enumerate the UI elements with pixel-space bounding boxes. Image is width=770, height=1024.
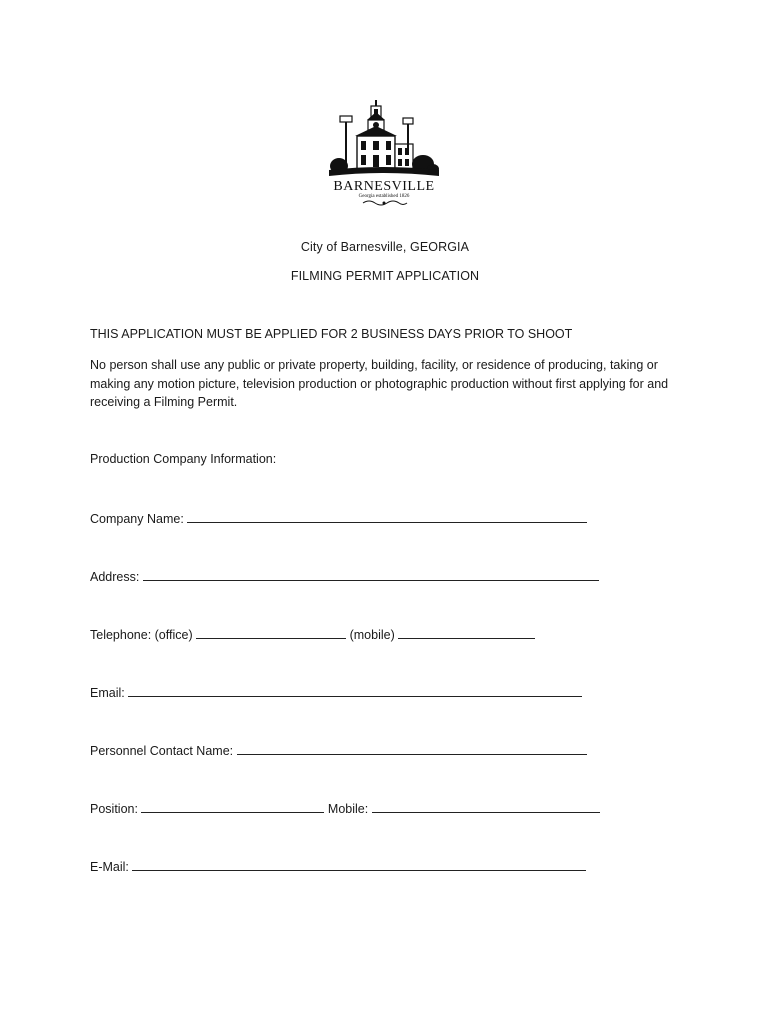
courthouse-emblem-icon: [325, 96, 443, 208]
email2-blank[interactable]: [132, 858, 586, 871]
document-title: FILMING PERMIT APPLICATION: [290, 269, 480, 283]
company-name-field: [90, 510, 587, 526]
email2-label: E-Mail:: [90, 860, 129, 874]
telephone-mobile-blank[interactable]: [398, 626, 535, 639]
telephone-mobile-label: (mobile): [349, 628, 395, 642]
mobile-blank[interactable]: [372, 800, 600, 813]
telephone-field: [90, 626, 535, 642]
permit-paragraph: No person shall use any public or private property, building, facility, or residence of producing, taking or making any motion picture, television production or photographic production without first applying for and receiving a Filming Permit.: [90, 358, 669, 409]
email-field: [90, 684, 582, 700]
position-label: Position:: [90, 802, 138, 816]
telephone-office-label: Telephone: (office): [90, 628, 193, 642]
email2-field: [90, 858, 586, 874]
personnel-contact-label: Personnel Contact Name:: [90, 744, 234, 758]
logo-tagline: Georgia established 1826: [358, 194, 410, 199]
notice-text: THIS APPLICATION MUST BE APPLIED FOR 2 BUSINESS DAYS PRIOR TO SHOOT: [90, 327, 573, 341]
email-blank[interactable]: [128, 684, 582, 697]
section-title: Production Company Information:: [90, 452, 277, 466]
address-blank[interactable]: [143, 568, 599, 581]
company-name-label: Company Name:: [90, 512, 184, 526]
telephone-office-blank[interactable]: [196, 626, 346, 639]
address-label: Address:: [90, 570, 140, 584]
email-label: Email:: [90, 686, 125, 700]
logo-wordmark: BARNESVILLE: [333, 179, 435, 194]
position-field: [90, 800, 600, 816]
personnel-contact-field: [90, 742, 587, 758]
company-name-blank[interactable]: [187, 510, 587, 523]
city-line: City of Barnesville, GEORGIA: [300, 240, 470, 254]
position-blank[interactable]: [141, 800, 324, 813]
address-field: [90, 568, 599, 584]
mobile-label: Mobile:: [327, 802, 369, 816]
barnesville-logo: [325, 96, 443, 208]
personnel-contact-blank[interactable]: [237, 742, 587, 755]
